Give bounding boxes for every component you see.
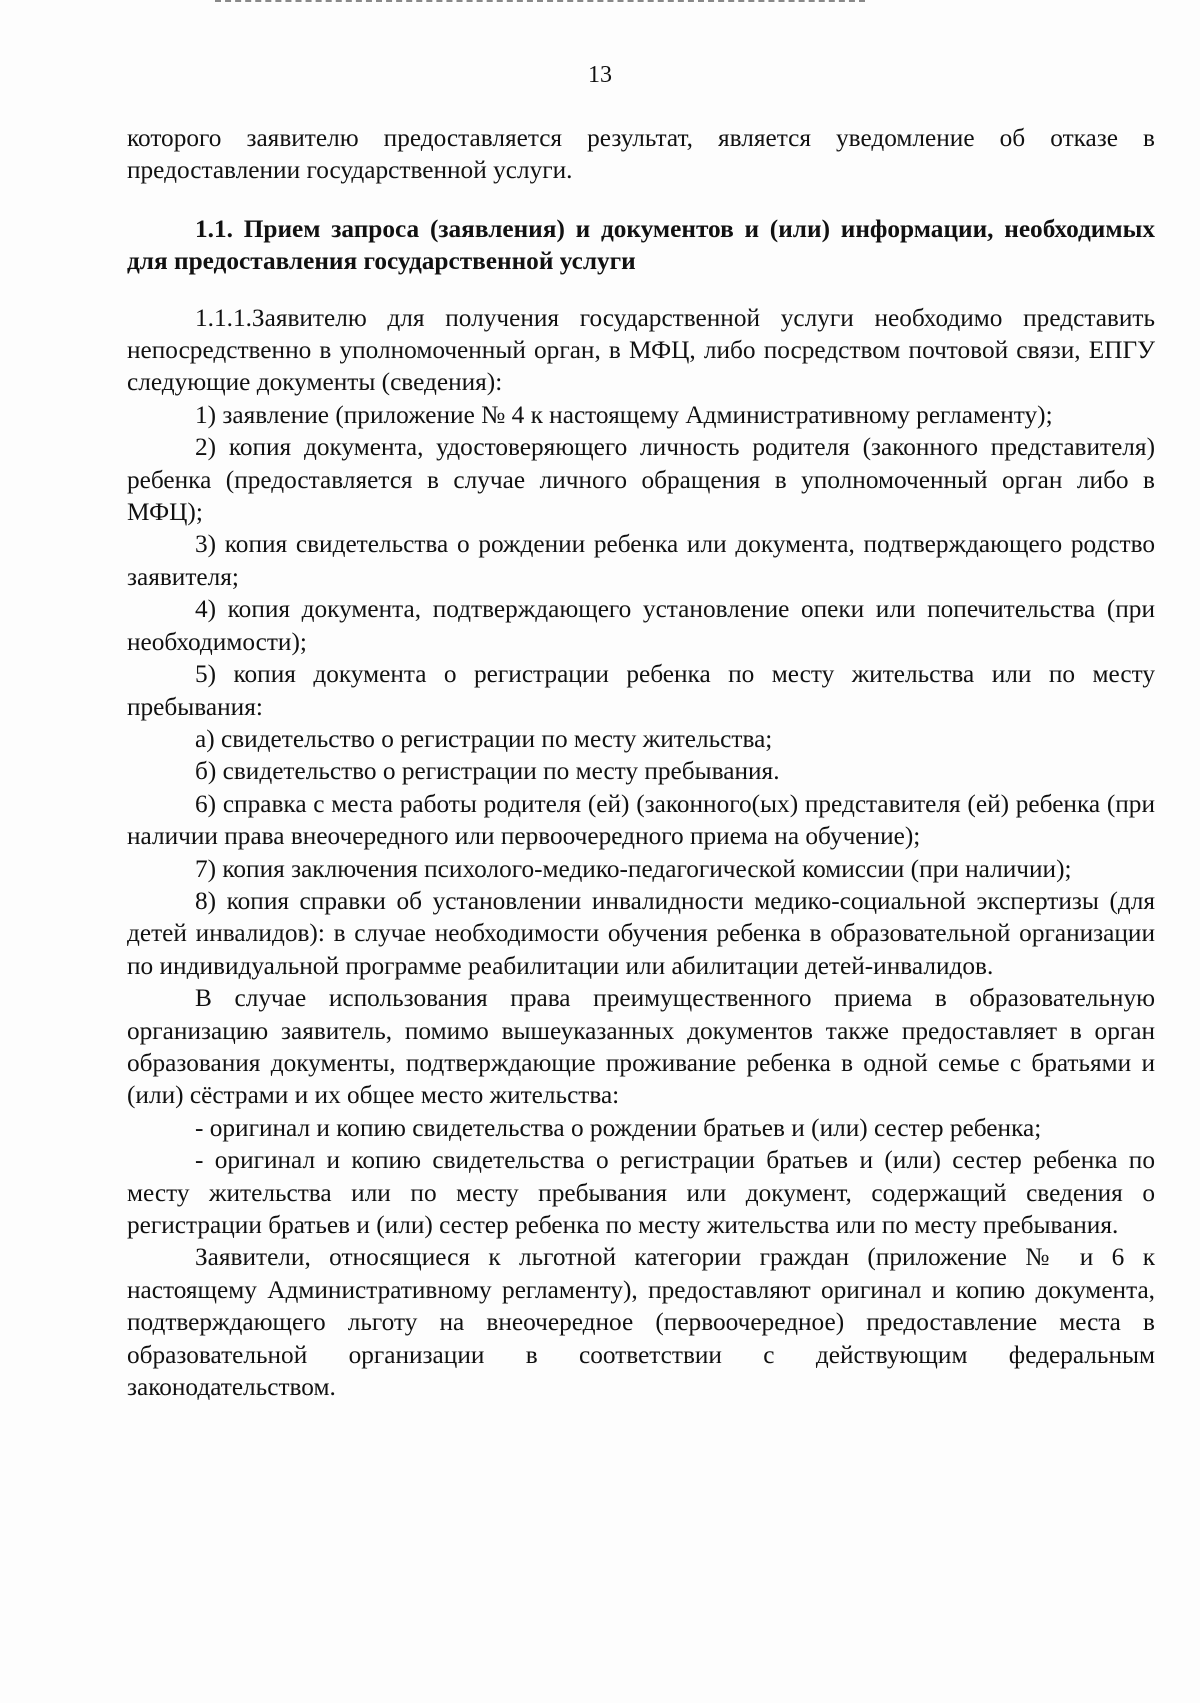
list-item-5b: б) свидетельство о регистрации по месту пребывания. xyxy=(195,757,780,786)
section-heading: 1.1. Прием запроса (заявления) и документов и (или) информации, необходимых для предоставления государственной услуги xyxy=(127,214,1155,276)
list-item-5a: а) свидетельство о регистрации по месту жительства; xyxy=(195,724,773,753)
beneficiary-paragraph: Заявители, относящиеся к льготной категории граждан (приложение № и 6 к настоящему Административному регламенту), предоставляют оригинал и копию документа, подтверждающего льготу на внеочередное (первоочередное) предоставление места в образовательной организации в соответствии с действующим федеральным законодательством. xyxy=(127,1243,1155,1402)
list-item-5: 5) копия документа о регистрации ребенка по месту жительства или по месту пребывания: xyxy=(127,660,1155,721)
list-item-6: 6) справка с места работы родителя (ей) (законного(ых) представителя (ей) ребенка (при наличии права внеочередного или первоочередного приема на обучение); xyxy=(127,789,1155,851)
intro-paragraph: которого заявителю предоставляется результат, является уведомление об отказе в предоставлении государственной услуги. xyxy=(127,124,1155,185)
list-item-7: 7) копия заключения психолого-медико-педагогической комиссии (при наличии); xyxy=(195,854,1072,883)
list-item-3: 3) копия свидетельства о рождении ребенка или документа, подтверждающего родство заявителя; xyxy=(127,530,1155,591)
dash-item-birth-certificate: - оригинал и копию свидетельства о рождении братьев и (или) сестер ребенка; xyxy=(195,1113,1042,1142)
list-item-8: 8) копия справки об установлении инвалидности медико-социальной экспертизы (для детей инвалидов): в случае необходимости обучения ребенка в образовательной организации по индивидуальной программе реабилитации или абилитации детей-инвалидов. xyxy=(127,886,1155,980)
scan-top-edge xyxy=(215,0,865,6)
list-item-2: 2) копия документа, удостоверяющего личность родителя (законного представителя) ребенка (предоставляется в случае личного обращения в уполномоченный орган либо в МФЦ); xyxy=(127,433,1155,527)
page-number: 13 xyxy=(588,62,612,88)
dash-item-registration-certificate: - оригинал и копию свидетельства о регистрации братьев и (или) сестер ребенка по месту жительства или по месту пребывания или документ, содержащий сведения о регистрации братьев и (или) сестер ребенка по месту жительства или по месту пребывания. xyxy=(127,1146,1155,1239)
paragraph-1-1-1: 1.1.1.Заявителю для получения государственной услуги необходимо представить непосредственно в уполномоченный орган, в МФЦ, либо посредством почтовой связи, ЕПГУ следующие документы (сведения): xyxy=(127,303,1155,397)
document-body xyxy=(127,122,1155,1403)
list-item-4: 4) копия документа, подтверждающего установление опеки или попечительства (при необходимости); xyxy=(127,595,1155,656)
priority-admission-paragraph: В случае использования права преимущественного приема в образовательную организацию заявитель, помимо вышеуказанных документов также предоставляет в орган образования документы, подтверждающие проживание ребенка в одной семье с братьями и (или) сёстрами и их общее место жительства: xyxy=(127,984,1155,1110)
list-item-1: 1) заявление (приложение № 4 к настоящему Административному регламенту); xyxy=(195,400,1053,429)
